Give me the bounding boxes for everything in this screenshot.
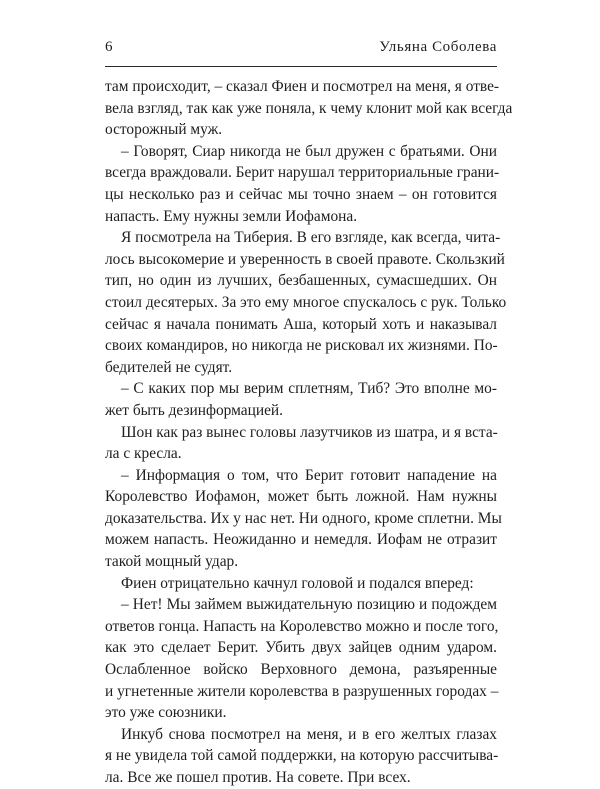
text-line: Я посмотрела на Тиберия. В его взгляде, как всегда, чита-: [121, 229, 501, 247]
text-line: цы несколько раз и сейчас мы точно знаем – он готовится: [105, 185, 497, 203]
text-line: жет быть дезинформацией.: [105, 401, 283, 419]
text-line: и угнетенные жители королевства в разрушенных городах –: [105, 682, 499, 700]
header-rule: [105, 66, 497, 67]
text-line: напасть. Ему нужны земли Иофамона.: [105, 207, 358, 225]
text-line: стоил десятерых. За это ему многое спускалось с рук. Только: [105, 293, 507, 311]
text-line: ла с кресла.: [105, 445, 182, 463]
text-line: всегда враждовали. Берит нарушал территориальные грани-: [105, 164, 500, 182]
text-line: доказательства. Их у нас нет. Ни одного, кроме сплетни. Мы: [105, 509, 502, 527]
page-number: 6: [105, 39, 113, 55]
running-head-author: Ульяна Соболева: [379, 39, 497, 55]
text-line: бедителей не судят.: [105, 358, 233, 376]
text-line: Инкуб снова посмотрел на меня, и в его желтых глазах: [121, 725, 497, 743]
text-line: ответов гонца. Напасть на Королевство можно и после того,: [105, 617, 499, 635]
text-line: тип, но один из лучших, безбашенных, сумасшедших. Он: [105, 272, 497, 290]
text-line: я не увидела той самой поддержки, на которую рассчитыва-: [105, 747, 499, 765]
body-text: [105, 76, 513, 789]
text-line: Королевство Иофамон, может быть ложной. Нам нужны: [105, 488, 497, 506]
text-line: – Нет! Мы займем выжидательную позицию и подождем: [121, 596, 497, 614]
text-line: – Говорят, Сиар никогда не был дружен с братьями. Они: [121, 142, 497, 160]
text-line: Шон как раз вынес головы лазутчиков из шатра, и я вста-: [121, 423, 498, 441]
text-line: – Информация о том, что Берит готовит нападение на: [121, 466, 497, 484]
text-line: Фиен отрицательно качнул головой и подался вперед:: [121, 574, 474, 592]
text-line: можем напасть. Неожиданно и немедля. Иофам не отразит: [105, 531, 497, 549]
text-line: осторожный муж.: [105, 121, 223, 139]
text-line: своих командиров, но никогда не рисковал их жизнями. По-: [105, 337, 498, 355]
text-line: лось высокомерие и уверенность в своей правоте. Скользкий: [105, 250, 505, 268]
text-line: вела взгляд, так как уже поняла, к чему клонит мой как всегда: [105, 99, 513, 117]
text-line: – С каких пор мы верим сплетням, Тиб? Это вполне мо-: [121, 380, 497, 398]
text-line: ла. Все же пошел против. На совете. При всех.: [105, 769, 411, 786]
text-line: это уже союзники.: [105, 704, 227, 722]
text-line: Ослабленное войско Верховного демона, разъяренные: [105, 661, 497, 679]
page-header: [105, 39, 497, 63]
text-line: как это сделает Берит. Убить двух зайцев одним ударом.: [105, 639, 497, 657]
text-line: такой мощный удар.: [105, 553, 239, 571]
text-line: сейчас я начала понимать Аша, который хоть и наказывал: [105, 315, 497, 333]
text-line: там происходит, – сказал Фиен и посмотрел на меня, я отве-: [105, 78, 500, 95]
